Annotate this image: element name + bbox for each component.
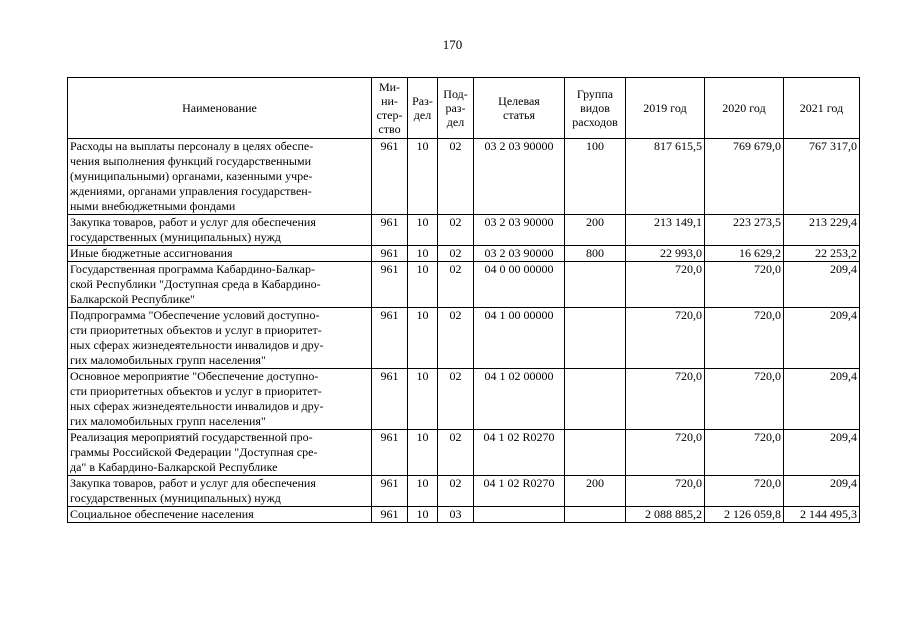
cell-group: 100	[565, 139, 626, 215]
table-row	[68, 215, 860, 246]
cell-section: 10	[408, 308, 438, 369]
cell-name: Социальное обеспечение населения	[68, 507, 372, 523]
cell-2019: 720,0	[626, 308, 705, 369]
cell-2021: 767 317,0	[784, 139, 860, 215]
cell-2019: 720,0	[626, 476, 705, 507]
cell-section: 10	[408, 246, 438, 262]
header-subsection: Под- раз- дел	[438, 78, 474, 139]
cell-group: 200	[565, 215, 626, 246]
cell-subsection: 02	[438, 308, 474, 369]
table-row	[68, 262, 860, 308]
cell-section: 10	[408, 262, 438, 308]
header-2019: 2019 год	[626, 78, 705, 139]
cell-ministry: 961	[372, 215, 408, 246]
table-row	[68, 246, 860, 262]
cell-ministry: 961	[372, 262, 408, 308]
table-row	[68, 507, 860, 523]
header-name: Наименование	[68, 78, 372, 139]
cell-subsection: 02	[438, 215, 474, 246]
cell-target: 04 1 00 00000	[474, 308, 565, 369]
cell-2019: 213 149,1	[626, 215, 705, 246]
cell-name: Закупка товаров, работ и услуг для обеспечения государственных (муниципальных) нужд	[68, 476, 372, 507]
cell-name: Подпрограмма "Обеспечение условий доступно- сти приоритетных объектов и услуг в приоритет- ных сферах жизнедеятельности инвалидов и дру- гих маломобильных групп населения"	[68, 308, 372, 369]
cell-subsection: 02	[438, 262, 474, 308]
cell-subsection: 02	[438, 476, 474, 507]
cell-subsection: 02	[438, 139, 474, 215]
cell-ministry: 961	[372, 507, 408, 523]
cell-ministry: 961	[372, 139, 408, 215]
cell-target: 03 2 03 90000	[474, 246, 565, 262]
cell-group	[565, 262, 626, 308]
cell-2019: 720,0	[626, 262, 705, 308]
cell-2021: 209,4	[784, 430, 860, 476]
cell-2020: 720,0	[705, 476, 784, 507]
cell-ministry: 961	[372, 369, 408, 430]
cell-group	[565, 369, 626, 430]
cell-target: 04 1 02 R0270	[474, 430, 565, 476]
table-row	[68, 139, 860, 215]
table-row	[68, 430, 860, 476]
header-row	[68, 78, 860, 139]
header-2021: 2021 год	[784, 78, 860, 139]
cell-2021: 213 229,4	[784, 215, 860, 246]
cell-2021: 22 253,2	[784, 246, 860, 262]
cell-target: 03 2 03 90000	[474, 215, 565, 246]
cell-group	[565, 430, 626, 476]
cell-subsection: 02	[438, 369, 474, 430]
cell-2021: 2 144 495,3	[784, 507, 860, 523]
cell-2020: 2 126 059,8	[705, 507, 784, 523]
cell-2019: 22 993,0	[626, 246, 705, 262]
cell-group	[565, 507, 626, 523]
cell-2019: 817 615,5	[626, 139, 705, 215]
header-ministry: Ми- ни- стер- ство	[372, 78, 408, 139]
cell-subsection: 02	[438, 246, 474, 262]
cell-target	[474, 507, 565, 523]
header-section: Раз- дел	[408, 78, 438, 139]
cell-2019: 720,0	[626, 430, 705, 476]
cell-section: 10	[408, 507, 438, 523]
cell-subsection: 03	[438, 507, 474, 523]
cell-section: 10	[408, 369, 438, 430]
cell-group: 200	[565, 476, 626, 507]
cell-2020: 769 679,0	[705, 139, 784, 215]
cell-2021: 209,4	[784, 262, 860, 308]
cell-target: 03 2 03 90000	[474, 139, 565, 215]
cell-group: 800	[565, 246, 626, 262]
cell-2019: 2 088 885,2	[626, 507, 705, 523]
budget-table	[67, 77, 860, 523]
table-row	[68, 369, 860, 430]
cell-target: 04 1 02 00000	[474, 369, 565, 430]
cell-name: Реализация мероприятий государственной про- граммы Российской Федерации "Доступная сре- да" в Кабардино-Балкарской Республике	[68, 430, 372, 476]
cell-name: Закупка товаров, работ и услуг для обеспечения государственных (муниципальных) нужд	[68, 215, 372, 246]
cell-section: 10	[408, 215, 438, 246]
cell-2020: 223 273,5	[705, 215, 784, 246]
table-row	[68, 476, 860, 507]
cell-2020: 720,0	[705, 369, 784, 430]
cell-ministry: 961	[372, 476, 408, 507]
cell-target: 04 0 00 00000	[474, 262, 565, 308]
cell-ministry: 961	[372, 246, 408, 262]
table-row	[68, 308, 860, 369]
cell-subsection: 02	[438, 430, 474, 476]
cell-group	[565, 308, 626, 369]
cell-2020: 720,0	[705, 308, 784, 369]
cell-2020: 16 629,2	[705, 246, 784, 262]
cell-2021: 209,4	[784, 476, 860, 507]
cell-2021: 209,4	[784, 369, 860, 430]
cell-2020: 720,0	[705, 430, 784, 476]
cell-section: 10	[408, 476, 438, 507]
header-target: Целевая статья	[474, 78, 565, 139]
cell-name: Государственная программа Кабардино-Балкар- ской Республики "Доступная среда в Кабардино- Балкарской Республике"	[68, 262, 372, 308]
cell-name: Расходы на выплаты персоналу в целях обеспе- чения выполнения функций государственными (муниципальными) органами, казенными учре- ждениями, органами управления государствен- ными внебюджетными фондами	[68, 139, 372, 215]
cell-name: Основное мероприятие "Обеспечение доступно- сти приоритетных объектов и услуг в приоритет- ных сферах жизнедеятельности инвалидов и дру- гих маломобильных групп населения"	[68, 369, 372, 430]
cell-2021: 209,4	[784, 308, 860, 369]
cell-2020: 720,0	[705, 262, 784, 308]
cell-section: 10	[408, 139, 438, 215]
cell-target: 04 1 02 R0270	[474, 476, 565, 507]
cell-section: 10	[408, 430, 438, 476]
header-group: Группа видов расходов	[565, 78, 626, 139]
cell-ministry: 961	[372, 308, 408, 369]
cell-ministry: 961	[372, 430, 408, 476]
page-number: 170	[442, 37, 463, 52]
header-2020: 2020 год	[705, 78, 784, 139]
cell-2019: 720,0	[626, 369, 705, 430]
cell-name: Иные бюджетные ассигнования	[68, 246, 372, 262]
